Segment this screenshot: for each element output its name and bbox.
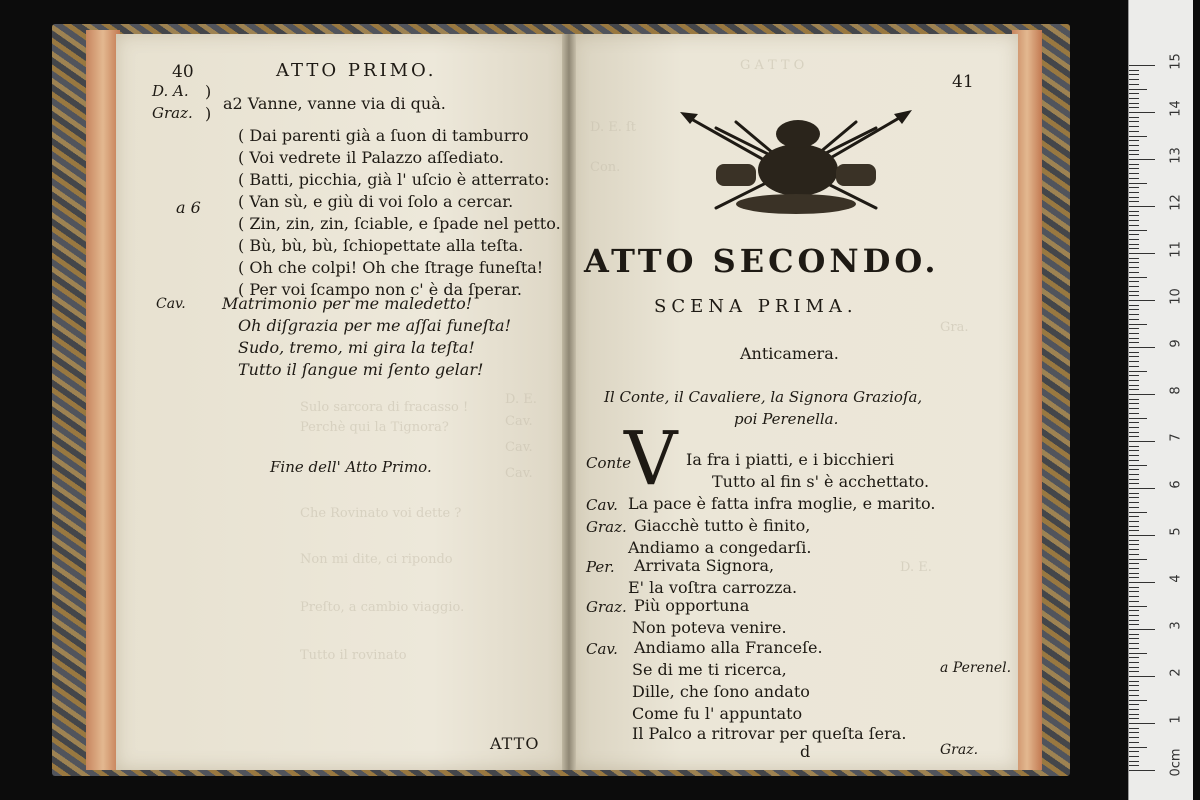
ruler-tick <box>1129 79 1139 80</box>
ruler-tick <box>1129 215 1139 216</box>
ruler-tick <box>1129 432 1139 433</box>
cav-line: Matrimonio per me maledetto! <box>222 294 473 313</box>
drop-cap: V <box>624 416 678 502</box>
ruler-tick <box>1129 450 1139 451</box>
ruler-tick <box>1129 408 1139 409</box>
ruler-tick <box>1129 356 1139 357</box>
verse-line: ( Zin, zin, zin, ſciable, e ſpade nel petto. <box>238 214 561 233</box>
ruler-tick <box>1129 380 1139 381</box>
right-page-number: 41 <box>952 72 974 92</box>
ruler-tick <box>1129 206 1155 207</box>
ruler-tick <box>1129 436 1139 437</box>
dialogue-line: Se di me ti ricerca, <box>632 660 787 679</box>
ruler-unit: 0cm <box>1168 748 1184 777</box>
dialogue-line: Andiamo a congedarſi. <box>628 538 812 557</box>
ruler-tick <box>1129 93 1139 94</box>
ruler-tick <box>1129 211 1139 212</box>
ruler-tick <box>1129 512 1147 513</box>
ruler-tick <box>1129 258 1139 259</box>
ruler-tick <box>1129 319 1139 320</box>
ruler-tick <box>1129 366 1139 367</box>
ruler-tick <box>1129 295 1139 296</box>
ruler-tick <box>1129 371 1147 372</box>
ruler-tick <box>1129 530 1139 531</box>
ruler-tick <box>1129 582 1155 583</box>
ruler-tick <box>1129 648 1139 649</box>
ruler-tick <box>1129 591 1139 592</box>
verse-line: ( Dai parenti già a ſuon di tamburro <box>238 126 529 145</box>
ruler-label: 11 <box>1168 241 1184 258</box>
ruler-tick <box>1129 389 1139 390</box>
ruler-label: 4 <box>1168 574 1184 583</box>
ruler-tick <box>1129 427 1139 428</box>
ruler-tick <box>1129 700 1147 701</box>
ruler-tick <box>1129 559 1147 560</box>
ruler-tick <box>1129 338 1139 339</box>
verse-line: ( Batti, picchia, già l' uſcio è atterrato: <box>238 170 550 189</box>
ruler-tick <box>1129 521 1139 522</box>
characters-line: Il Conte, il Cavaliere, la Signora Grazioſa, <box>604 388 923 406</box>
ruler-tick <box>1129 324 1147 325</box>
dialogue-line: E' la voſtra carrozza. <box>628 578 798 597</box>
ruler-tick <box>1129 643 1139 644</box>
ruler-tick <box>1129 173 1139 174</box>
measuring-ruler <box>1128 0 1193 800</box>
ruler-label: 5 <box>1168 527 1184 536</box>
brace: ) <box>205 104 212 123</box>
ruler-tick <box>1129 385 1139 386</box>
ruler-tick <box>1129 714 1139 715</box>
ruler-tick <box>1129 479 1139 480</box>
ruler-tick <box>1129 277 1147 278</box>
verse-line: ( Oh che colpi! Oh che ſtrage funeſta! <box>238 258 544 277</box>
ruler-tick <box>1129 403 1139 404</box>
ruler-tick <box>1129 342 1139 343</box>
ruler-tick <box>1129 164 1139 165</box>
ruler-tick <box>1129 497 1139 498</box>
ruler-tick <box>1129 685 1139 686</box>
characters-line: poi Perenella. <box>734 410 839 428</box>
ruler-tick <box>1129 309 1139 310</box>
ruler-tick <box>1129 262 1139 263</box>
ruler-tick <box>1129 112 1155 113</box>
ruler-tick <box>1129 267 1139 268</box>
ruler-tick <box>1129 347 1155 348</box>
ruler-tick <box>1129 244 1139 245</box>
ruler-tick <box>1129 681 1139 682</box>
ruler-tick <box>1129 671 1139 672</box>
cav-line: Oh diſgrazia per me aſſai funeſta! <box>238 316 512 335</box>
dialogue-line: Arrivata Signora, <box>634 556 775 575</box>
ruler-tick <box>1129 413 1139 414</box>
speaker-label: Graz. <box>586 518 627 536</box>
verse-line: ( Van sù, e giù di voi ſolo a cercar. <box>238 192 514 211</box>
ruler-tick <box>1129 192 1139 193</box>
stage-aside: a Perenel. <box>940 660 1012 676</box>
ruler-label: 12 <box>1168 194 1184 211</box>
speaker-graz: Graz. <box>152 104 193 122</box>
ruler-tick <box>1129 460 1139 461</box>
ruler-tick <box>1129 305 1139 306</box>
ruler-tick <box>1129 765 1139 766</box>
page-edges-left <box>86 30 120 770</box>
left-catchword: ATTO <box>490 734 540 753</box>
ruler-label: 10 <box>1168 288 1184 305</box>
ruler-tick <box>1129 502 1139 503</box>
ruler-tick <box>1129 394 1155 395</box>
ruler-tick <box>1129 601 1139 602</box>
ruler-tick <box>1129 516 1139 517</box>
ruler-tick <box>1129 328 1139 329</box>
ruler-tick <box>1129 253 1155 254</box>
speaker-label: Per. <box>586 558 615 576</box>
ruler-tick <box>1129 535 1155 536</box>
ruler-tick <box>1129 704 1139 705</box>
ruler-label: 3 <box>1168 621 1184 630</box>
ruler-tick <box>1129 145 1139 146</box>
conte-line: Ia fra i piatti, e i bicchieri <box>686 450 895 469</box>
ruler-tick <box>1129 121 1139 122</box>
conte-line: Tutto al fin s' è acchettato. <box>712 472 930 491</box>
ruler-tick <box>1129 131 1139 132</box>
setting: Anticamera. <box>740 344 839 363</box>
ruler-tick <box>1129 333 1139 334</box>
ruler-tick <box>1129 737 1139 738</box>
ruler-tick <box>1129 573 1139 574</box>
ruler-tick <box>1129 418 1147 419</box>
ruler-tick <box>1129 84 1139 85</box>
ruler-tick <box>1129 770 1155 771</box>
ruler-tick <box>1129 507 1139 508</box>
ruler-tick <box>1129 634 1139 635</box>
ruler-tick <box>1129 629 1155 630</box>
ruler-tick <box>1129 136 1147 137</box>
ruler-tick <box>1129 441 1155 442</box>
ruler-tick <box>1129 230 1147 231</box>
ruler-label: 15 <box>1168 53 1184 70</box>
speaker-label: Cav. <box>586 640 618 658</box>
ruler-tick <box>1129 596 1139 597</box>
ruler-tick <box>1129 201 1139 202</box>
ruler-tick <box>1129 747 1147 748</box>
ruler-tick <box>1129 577 1139 578</box>
ruler-tick <box>1129 756 1139 757</box>
ruler-label: 9 <box>1168 339 1184 348</box>
right-catchword: Graz. <box>940 742 979 758</box>
scan-background: D. E. Cav. Cav. Cav. Sulo sarcora di fracasso ! Perchè qui la Tignora? Che Rovinato voi dette ? Non mi dite, ci ripondo Preſto, a cambio viaggio. Tutto il rovinato G A T T O D. E. ſt Con. Gra. D. E. 40 ATTO PRIMO. D. A. ) Graz. ) a2 Vanne, vanne via di quà. a 6 ( Dai parenti già a ſuon di tamburro ( Voi vedrete il Palazzo aſſediato. ( Batti, picchia, già l' uſcio è atterrato: ( Van sù, e giù di voi ſolo a cercar. ( Zin, zin, zin, ſciable, e ſpade nel petto. ( Bù, bù, bù, ſchiopettate alla teſta. ( Oh che colpi! Oh che ſtrage funeſta! ( Per voi ſcampo non c' è da ſperar. Cav. Matrimonio per me maledetto! Oh diſgrazia per me aſſai funeſta! Sudo, tremo, mi gira la teſta! Tutto il ſangue mi ſento gelar! Fine dell' Atto Primo. ATTO 41 ATTO SECONDO. SCENA PRIMA. Anticamera. Il Conte, il Cavaliere, la Signora Grazioſa, poi Perenella. Conte V Ia fra i piatti, e i bicchieri Tutto al fin s' è acchettato. Cav. La pace è fatta infra moglie, e marito. Graz. Giacchè tutto è finito, Andiamo a congedarſi. Per. Arrivata Signora, E' la voſtra carrozza. Graz. Più opportuna Non poteva venire. Cav. Andiamo alla Franceſe. Se di me ti ricerca, a Perenel. Dille, che ſono andato Come fu l' appuntato Il Palco a ritrovar per queſta ſera. d Graz. 0cm 1 2 3 4 5 6 7 8 9 10 11 12 13 14 15 <box>0 0 1200 800</box>
dialogue-line: Più opportuna <box>634 596 750 615</box>
ruler-tick <box>1129 291 1139 292</box>
ruler-label: 8 <box>1168 386 1184 395</box>
ruler-tick <box>1129 676 1155 677</box>
ruler-tick <box>1129 544 1139 545</box>
ruler-tick <box>1129 187 1139 188</box>
ruler-tick <box>1129 606 1147 607</box>
speaker-cav: Cav. <box>156 296 186 312</box>
dialogue-line: La pace è fatta infra moglie, e marito. <box>628 494 936 513</box>
ruler-tick <box>1129 117 1139 118</box>
ruler-tick <box>1129 709 1139 710</box>
ruler-tick <box>1129 422 1139 423</box>
ruler-tick <box>1129 610 1139 611</box>
ruler-tick <box>1129 352 1139 353</box>
ruler-tick <box>1129 225 1139 226</box>
ruler-tick <box>1129 126 1139 127</box>
ruler-tick <box>1129 667 1139 668</box>
act-title: ATTO SECONDO. <box>584 242 940 280</box>
ruler-tick <box>1129 103 1139 104</box>
ruler-label: 6 <box>1168 480 1184 489</box>
ruler-tick <box>1129 723 1155 724</box>
ruler-tick <box>1129 154 1139 155</box>
ruler-tick <box>1129 178 1139 179</box>
printer-ornament-icon <box>676 108 916 226</box>
dialogue-line: Non poteva venire. <box>632 618 787 637</box>
left-page-number: 40 <box>172 62 194 82</box>
ruler-tick <box>1129 488 1155 489</box>
ruler-tick <box>1129 455 1139 456</box>
ruler-tick <box>1129 150 1139 151</box>
speaker-label: Cav. <box>586 496 618 514</box>
ruler-tick <box>1129 728 1139 729</box>
ruler-tick <box>1129 493 1139 494</box>
ruler-tick <box>1129 286 1139 287</box>
ruler-tick <box>1129 624 1139 625</box>
speaker-da: D. A. <box>152 82 189 100</box>
ruler-tick <box>1129 554 1139 555</box>
dialogue-line: Dille, che ſono andato <box>632 682 810 701</box>
ruler-tick <box>1129 248 1139 249</box>
ruler-label: 2 <box>1168 668 1184 677</box>
ruler-tick <box>1129 526 1139 527</box>
verse-line: ( Per voi ſcampo non c' è da ſperar. <box>238 280 522 299</box>
ruler-tick <box>1129 587 1139 588</box>
ruler-tick <box>1129 281 1139 282</box>
dialogue-line: Giacchè tutto è finito, <box>634 516 811 535</box>
ruler-tick <box>1129 662 1139 663</box>
ruler-label: 14 <box>1168 100 1184 117</box>
ruler-tick <box>1129 168 1139 169</box>
ruler-tick <box>1129 361 1139 362</box>
ruler-tick <box>1129 732 1139 733</box>
ruler-tick <box>1129 89 1147 90</box>
ruler-tick <box>1129 653 1147 654</box>
signature-mark: d <box>800 742 811 761</box>
speaker-label: Graz. <box>586 598 627 616</box>
ruler-tick <box>1129 272 1139 273</box>
ruler-tick <box>1129 197 1139 198</box>
ruler-tick <box>1129 183 1147 184</box>
scene-title: SCENA PRIMA. <box>654 296 858 317</box>
ruler-tick <box>1129 615 1139 616</box>
ruler-tick <box>1129 483 1139 484</box>
cav-line: Tutto il ſangue mi ſento gelar! <box>238 360 484 379</box>
a6-label: a 6 <box>176 198 201 217</box>
ruler-tick <box>1129 549 1139 550</box>
ruler-tick <box>1129 695 1139 696</box>
ruler-tick <box>1129 375 1139 376</box>
ruler-tick <box>1129 690 1139 691</box>
ruler-label: 1 <box>1168 715 1184 724</box>
ruler-tick <box>1129 638 1139 639</box>
ruler-tick <box>1129 314 1139 315</box>
ruler-tick <box>1129 220 1139 221</box>
ruler-label: 13 <box>1168 147 1184 164</box>
ruler-tick <box>1129 65 1155 66</box>
ruler-tick <box>1129 474 1139 475</box>
ruler-tick <box>1129 620 1139 621</box>
ruler-tick <box>1129 465 1147 466</box>
ruler-tick <box>1129 446 1139 447</box>
dialogue-line: Il Palco a ritrovar per queſta ſera. <box>632 724 907 743</box>
running-head: ATTO PRIMO. <box>276 60 437 81</box>
ruler-tick <box>1129 140 1139 141</box>
ruler-tick <box>1129 751 1139 752</box>
verse-line: ( Bù, bù, bù, ſchiopettate alla teſta. <box>238 236 524 255</box>
book-gutter <box>562 34 576 770</box>
ruler-tick <box>1129 70 1139 71</box>
ruler-label: 7 <box>1168 433 1184 442</box>
ruler-tick <box>1129 399 1139 400</box>
ruler-tick <box>1129 568 1139 569</box>
ruler-tick <box>1129 761 1139 762</box>
ruler-tick <box>1129 300 1155 301</box>
ruler-tick <box>1129 469 1139 470</box>
ruler-tick <box>1129 718 1139 719</box>
ruler-tick <box>1129 239 1139 240</box>
ruler-tick <box>1129 98 1139 99</box>
dialogue-line: Come fu l' appuntato <box>632 704 803 723</box>
ruler-tick <box>1129 74 1139 75</box>
ruler-tick <box>1129 540 1139 541</box>
brace: ) <box>205 82 212 101</box>
ruler-tick <box>1129 563 1139 564</box>
ruler-tick <box>1129 107 1139 108</box>
dialogue-line: Andiamo alla Franceſe. <box>634 638 823 657</box>
ruler-tick <box>1129 234 1139 235</box>
ruler-tick <box>1129 159 1155 160</box>
line-a2: a2 Vanne, vanne via di quà. <box>223 94 446 113</box>
speaker-conte: Conte <box>586 454 632 472</box>
ruler-tick <box>1129 742 1139 743</box>
ruler-tick <box>1129 657 1139 658</box>
cav-line: Sudo, tremo, mi gira la teſta! <box>238 338 475 357</box>
verse-line: ( Voi vedrete il Palazzo aſſediato. <box>238 148 504 167</box>
fine-atto-primo: Fine dell' Atto Primo. <box>270 458 432 476</box>
